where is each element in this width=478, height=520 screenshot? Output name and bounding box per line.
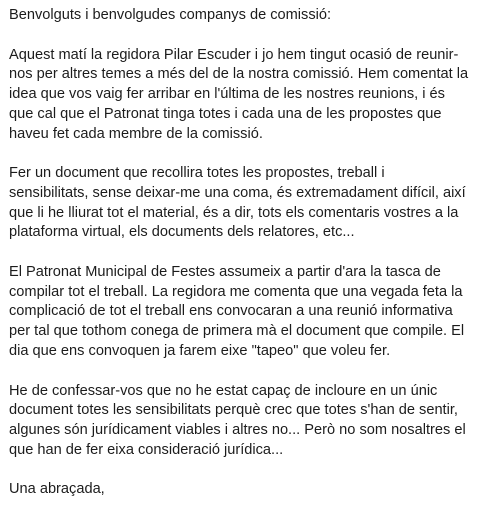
greeting bbox=[9, 6, 478, 26]
paragraph-line: He de confessar-vos que no he estat capaç de incloure en un únic bbox=[9, 382, 438, 399]
paragraph-line: El Patronat Municipal de Festes assumeix a partir d'ara la tasca de bbox=[9, 264, 441, 281]
greeting-line: Benvolguts i benvolgudes companys de comissió: bbox=[9, 7, 332, 23]
paragraph-line: Fer un document que recollira totes les propostes, treball i bbox=[9, 165, 385, 182]
paragraph-line: algunes són jurídicament viables i altres no... Però no som nosaltres el bbox=[9, 421, 466, 438]
paragraph-line: idea que vos vaig fer arribar en l'última de les nostres reunions, i és bbox=[9, 86, 445, 103]
closing bbox=[9, 480, 478, 500]
paragraph-line: nos per altres temes a més del de la nostra comissió. Hem comentat la bbox=[9, 66, 469, 83]
paragraph-1 bbox=[9, 46, 478, 145]
paragraph-3 bbox=[9, 263, 478, 362]
paragraph-line: que cal que el Patronat tinga totes i cada una de les propostes que bbox=[9, 105, 442, 122]
letter-body bbox=[9, 6, 478, 520]
paragraph-line: plataforma virtual, els documents dels relatores, etc... bbox=[9, 224, 355, 241]
paragraph-line: Aquest matí la regidora Pilar Escuder i jo hem tingut ocasió de reunir- bbox=[9, 46, 459, 63]
paragraph-2 bbox=[9, 164, 478, 243]
paragraph-line: dia que ens convoquen ja farem eixe "tapeo" que voleu fer. bbox=[9, 342, 391, 359]
paragraph-line: sensibilitats, sense deixar-me una coma, és extremadament difícil, així bbox=[9, 184, 466, 201]
paragraph-line: compilar tot el treball. La regidora me comenta que una vegada feta la bbox=[9, 283, 463, 300]
paragraph-4 bbox=[9, 382, 478, 461]
paragraph-line: que han de fer eixa consideració jurídica... bbox=[9, 441, 284, 458]
paragraph-line: que li he lliurat tot el material, és a dir, tots els comentaris vostres a la bbox=[9, 204, 459, 221]
paragraph-line: per tal que tothom conega de primera mà el document que compile. El bbox=[9, 323, 465, 340]
paragraph-line: document totes les sensibilitats perquè crec que totes s'han de sentir, bbox=[9, 402, 458, 419]
paragraph-line: complicació de tot el treball ens convocaran a una reunió informativa bbox=[9, 303, 453, 320]
closing-line: Una abraçada, bbox=[9, 481, 105, 498]
paragraph-line: haveu fet cada membre de la comissió. bbox=[9, 125, 263, 142]
